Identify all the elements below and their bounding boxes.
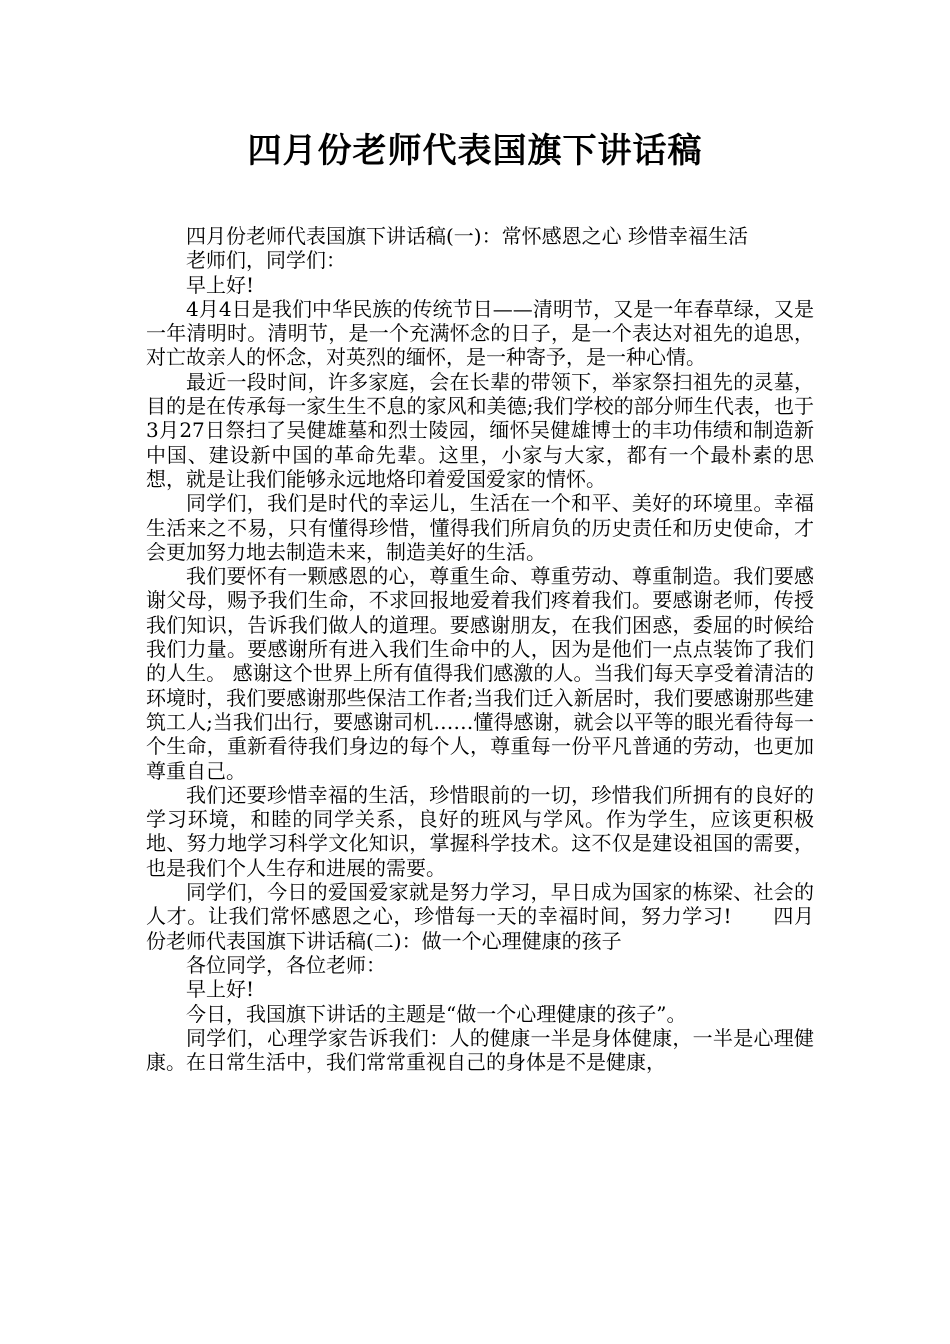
paragraph: 我们还要珍惜幸福的生活，珍惜眼前的一切，珍惜我们所拥有的良好的学习环境，和睦的同学关系，良好的班风与学风。作为学生，应该更积极地、努力地学习科学文化知识，掌握科学技术。这不仅是建设祖国的需要，也是我们个人生存和进展的需要。: [146, 782, 814, 880]
paragraph: 老师们，同学们：: [186, 248, 346, 273]
paragraph: 同学们，我们是时代的幸运儿，生活在一个和平、美好的环境里。幸福生活来之不易，只有懂得珍惜，懂得我们所肩负的历史责任和历史使命，才会更加努力地去制造未来，制造美好的生活。: [146, 491, 814, 564]
paragraph: 最近一段时间，许多家庭，会在长辈的带领下，举家祭扫祖先的灵墓，目的是在传承每一家生生不息的家风和美德;我们学校的部分师生代表，也于3月27日祭扫了吴健雄墓和烈士陵园，缅怀吴健雄博士的丰功伟绩和制造新中国、建设新中国的革命先辈。这里，小家与大家，都有一个最朴素的思想，就是让我们能够永远地烙印着爱国爱家的情怀。: [146, 369, 814, 491]
document-body: [146, 224, 814, 1074]
paragraph: 四月份老师代表国旗下讲话稿(一)：常怀感恩之心 珍惜幸福生活: [186, 224, 748, 248]
paragraph: 早上好!: [186, 977, 255, 1002]
paragraph: 早上好!: [186, 272, 255, 297]
paragraph: 今日，我国旗下讲话的主题是“做一个心理健康的孩子”。: [186, 1001, 687, 1026]
paragraph: 我们要怀有一颗感恩的心，尊重生命、尊重劳动、尊重制造。我们要感谢父母，赐予我们生命，不求回报地爱着我们疼着我们。要感谢老师，传授我们知识，告诉我们做人的道理。要感谢朋友，在我们困惑，委屈的时候给我们力量。要感谢所有进入我们生命中的人，因为是他们一点点装饰了我们的人生。 感谢这个世界上所有值得我们感激的人。当我们每天享受着清洁的环境时，我们要感谢那些保洁工作者;当我们迁入新居时，我们要感谢那些建筑工人;当我们出行，要感谢司机……懂得感谢，就会以平等的眼光看待每一个生命，重新看待我们身边的每个人，尊重每一份平凡普通的劳动，也更加尊重自己。: [146, 564, 814, 783]
document-title: 四月份老师代表国旗下讲话稿: [247, 131, 703, 171]
paragraph: 各位同学，各位老师：: [186, 952, 386, 977]
paragraph: 同学们，心理学家告诉我们：人的健康一半是身体健康，一半是心理健康。在日常生活中，我们常常重视自己的身体是不是健康，: [146, 1025, 814, 1075]
paragraph: 同学们，今日的爱国爱家就是努力学习，早日成为国家的栋梁、社会的人才。让我们常怀感恩之心，珍惜每一天的幸福时间，努力学习! 四月份老师代表国旗下讲话稿(二)：做一个心理健康的孩子: [146, 880, 814, 953]
paragraph: 4月4日是我们中华民族的传统节日——清明节，又是一年春草绿，又是一年清明时。清明节，是一个充满怀念的日子，是一个表达对祖先的追思，对亡故亲人的怀念，对英烈的缅怀，是一种寄予，是一种心情。: [146, 296, 814, 370]
